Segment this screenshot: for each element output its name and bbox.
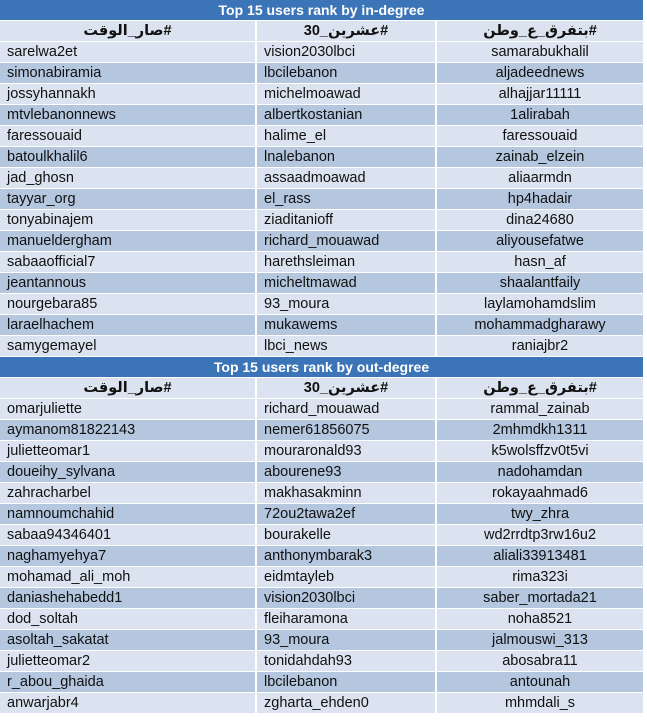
username-cell: k5wolsffzv0t5vi xyxy=(491,443,589,459)
username-cell: michelmoawad xyxy=(257,84,437,104)
in-degree-table xyxy=(0,0,643,357)
table-row xyxy=(0,84,643,105)
username-cell: rammal_zainab xyxy=(490,401,590,417)
table-header-row xyxy=(0,21,643,42)
username-cell: mukawems xyxy=(257,315,437,335)
username-cell: bourakelle xyxy=(257,525,437,545)
username-cell: aliyousefatwe xyxy=(496,233,584,249)
username-cell: omarjuliette xyxy=(0,399,257,419)
column-header: #بتفرق_ع_وطن xyxy=(483,23,597,39)
table-row xyxy=(0,168,643,189)
username-cell: tonyabinajem xyxy=(0,210,257,230)
table-row xyxy=(0,63,643,84)
username-cell: tonidahdah93 xyxy=(257,651,437,671)
table-row xyxy=(0,399,643,420)
username-cell: zahracharbel xyxy=(0,483,257,503)
column-header: #عشرين_30 xyxy=(257,21,437,41)
column-header: #عشرين_30 xyxy=(257,378,437,398)
username-cell: mohamad_ali_moh xyxy=(0,567,257,587)
username-cell: alhajjar11111 xyxy=(498,86,582,102)
username-cell: manueldergham xyxy=(0,231,257,251)
username-cell: jossyhannakh xyxy=(0,84,257,104)
username-cell: mohammadgharawy xyxy=(474,317,606,333)
username-cell: dod_soltah xyxy=(0,609,257,629)
column-header: #بتفرق_ع_وطن xyxy=(483,380,597,396)
username-cell: antounah xyxy=(509,674,571,690)
username-cell: naghamyehya7 xyxy=(0,546,257,566)
table-row xyxy=(0,462,643,483)
username-cell: zgharta_ehden0 xyxy=(257,693,437,713)
username-cell: asoltah_sakatat xyxy=(0,630,257,650)
username-cell: daniashehabedd1 xyxy=(0,588,257,608)
username-cell: r_abou_ghaida xyxy=(0,672,257,692)
table-row xyxy=(0,294,643,315)
username-cell: albertkostanian xyxy=(257,105,437,125)
username-cell: rima323i xyxy=(512,569,568,585)
username-cell: mtvlebanonnews xyxy=(0,105,257,125)
username-cell: tayyar_org xyxy=(0,189,257,209)
username-cell: ziaditanioff xyxy=(257,210,437,230)
table-row xyxy=(0,105,643,126)
username-cell: el_rass xyxy=(257,189,437,209)
table-row xyxy=(0,525,643,546)
username-cell: faressouaid xyxy=(0,126,257,146)
username-cell: vision2030lbci xyxy=(257,588,437,608)
username-cell: jad_ghosn xyxy=(0,168,257,188)
username-cell: makhasakminn xyxy=(257,483,437,503)
username-cell: mhmdali_s xyxy=(504,695,576,711)
table-row xyxy=(0,231,643,252)
username-cell: 2mhmdkh1311 xyxy=(492,422,588,438)
username-cell: halime_el xyxy=(257,126,437,146)
table-title: Top 15 users rank by in-degree xyxy=(0,0,643,21)
username-cell: saber_mortada21 xyxy=(483,590,597,606)
username-cell: hp4hadair xyxy=(507,191,573,207)
table-row xyxy=(0,546,643,567)
username-cell: nadohamdan xyxy=(497,464,583,480)
table-row xyxy=(0,42,643,63)
username-cell: aljadeednews xyxy=(495,65,585,81)
username-cell: mouraronald93 xyxy=(257,441,437,461)
table-row xyxy=(0,189,643,210)
username-cell: namnoumchahid xyxy=(0,504,257,524)
table-row xyxy=(0,441,643,462)
username-cell: doueihy_sylvana xyxy=(0,462,257,482)
username-cell: 72ou2tawa2ef xyxy=(257,504,437,524)
username-cell: vision2030lbci xyxy=(257,42,437,62)
username-cell: raniajbr2 xyxy=(511,338,569,354)
username-cell: hasn_af xyxy=(514,254,566,270)
username-cell: noha8521 xyxy=(507,611,573,627)
table-row xyxy=(0,336,643,357)
username-cell: laylamohamdslim xyxy=(483,296,596,312)
username-cell: julietteomar2 xyxy=(0,651,257,671)
username-cell: lbci_news xyxy=(257,336,437,356)
table-row xyxy=(0,252,643,273)
username-cell: shaalantfaily xyxy=(499,275,581,291)
username-cell: julietteomar1 xyxy=(0,441,257,461)
username-cell: nourgebara85 xyxy=(0,294,257,314)
table-row xyxy=(0,588,643,609)
username-cell: faressouaid xyxy=(502,128,578,144)
table-header-row xyxy=(0,378,643,399)
username-cell: aliali33913481 xyxy=(493,548,587,564)
username-cell: abourene93 xyxy=(257,462,437,482)
username-cell: anthonymbarak3 xyxy=(257,546,437,566)
username-cell: dina24680 xyxy=(506,212,574,228)
table-row xyxy=(0,672,643,693)
column-header: #صار_الوقت xyxy=(0,378,257,398)
username-cell: sabaaofficial7 xyxy=(0,252,257,272)
username-cell: 93_moura xyxy=(257,294,437,314)
table-row xyxy=(0,483,643,504)
username-cell: laraelhachem xyxy=(0,315,257,335)
username-cell: lnalebanon xyxy=(257,147,437,167)
username-cell: assaadmoawad xyxy=(257,168,437,188)
username-cell: abosabra11 xyxy=(502,653,578,669)
username-cell: micheltmawad xyxy=(257,273,437,293)
username-cell: 93_moura xyxy=(257,630,437,650)
table-title: Top 15 users rank by out-degree xyxy=(0,357,643,378)
username-cell: sarelwa2et xyxy=(0,42,257,62)
username-cell: samarabukhalil xyxy=(491,44,589,60)
username-cell: sabaa94346401 xyxy=(0,525,257,545)
username-cell: aliaarmdn xyxy=(508,170,572,186)
username-cell: 1alirabah xyxy=(510,107,570,123)
username-cell: fleiharamona xyxy=(257,609,437,629)
username-cell: rokayaahmad6 xyxy=(492,485,588,501)
table-row xyxy=(0,609,643,630)
username-cell: jeantannous xyxy=(0,273,257,293)
table-row xyxy=(0,420,643,441)
username-cell: aymanom81822143 xyxy=(0,420,257,440)
username-cell: lbcilebanon xyxy=(257,63,437,83)
table-row xyxy=(0,567,643,588)
username-cell: batoulkhalil6 xyxy=(0,147,257,167)
username-cell: twy_zhra xyxy=(510,506,570,522)
table-row xyxy=(0,630,643,651)
table-row xyxy=(0,273,643,294)
column-header: #صار_الوقت xyxy=(0,21,257,41)
table-row xyxy=(0,651,643,672)
username-cell: zainab_elzein xyxy=(495,149,585,165)
table-row xyxy=(0,210,643,231)
username-cell: simonabiramia xyxy=(0,63,257,83)
table-row xyxy=(0,315,643,336)
username-cell: richard_mouawad xyxy=(257,231,437,251)
table-row xyxy=(0,504,643,525)
table-row xyxy=(0,693,643,714)
username-cell: richard_mouawad xyxy=(257,399,437,419)
username-cell: jalmouswi_313 xyxy=(492,632,588,648)
username-cell: wd2rrdtp3rw16u2 xyxy=(483,527,597,543)
username-cell: anwarjabr4 xyxy=(0,693,257,713)
out-degree-table xyxy=(0,357,643,714)
username-cell: eidmtayleb xyxy=(257,567,437,587)
table-row xyxy=(0,126,643,147)
username-cell: samygemayel xyxy=(0,336,257,356)
username-cell: lbcilebanon xyxy=(257,672,437,692)
table-row xyxy=(0,147,643,168)
username-cell: nemer61856075 xyxy=(257,420,437,440)
username-cell: harethsleiman xyxy=(257,252,437,272)
